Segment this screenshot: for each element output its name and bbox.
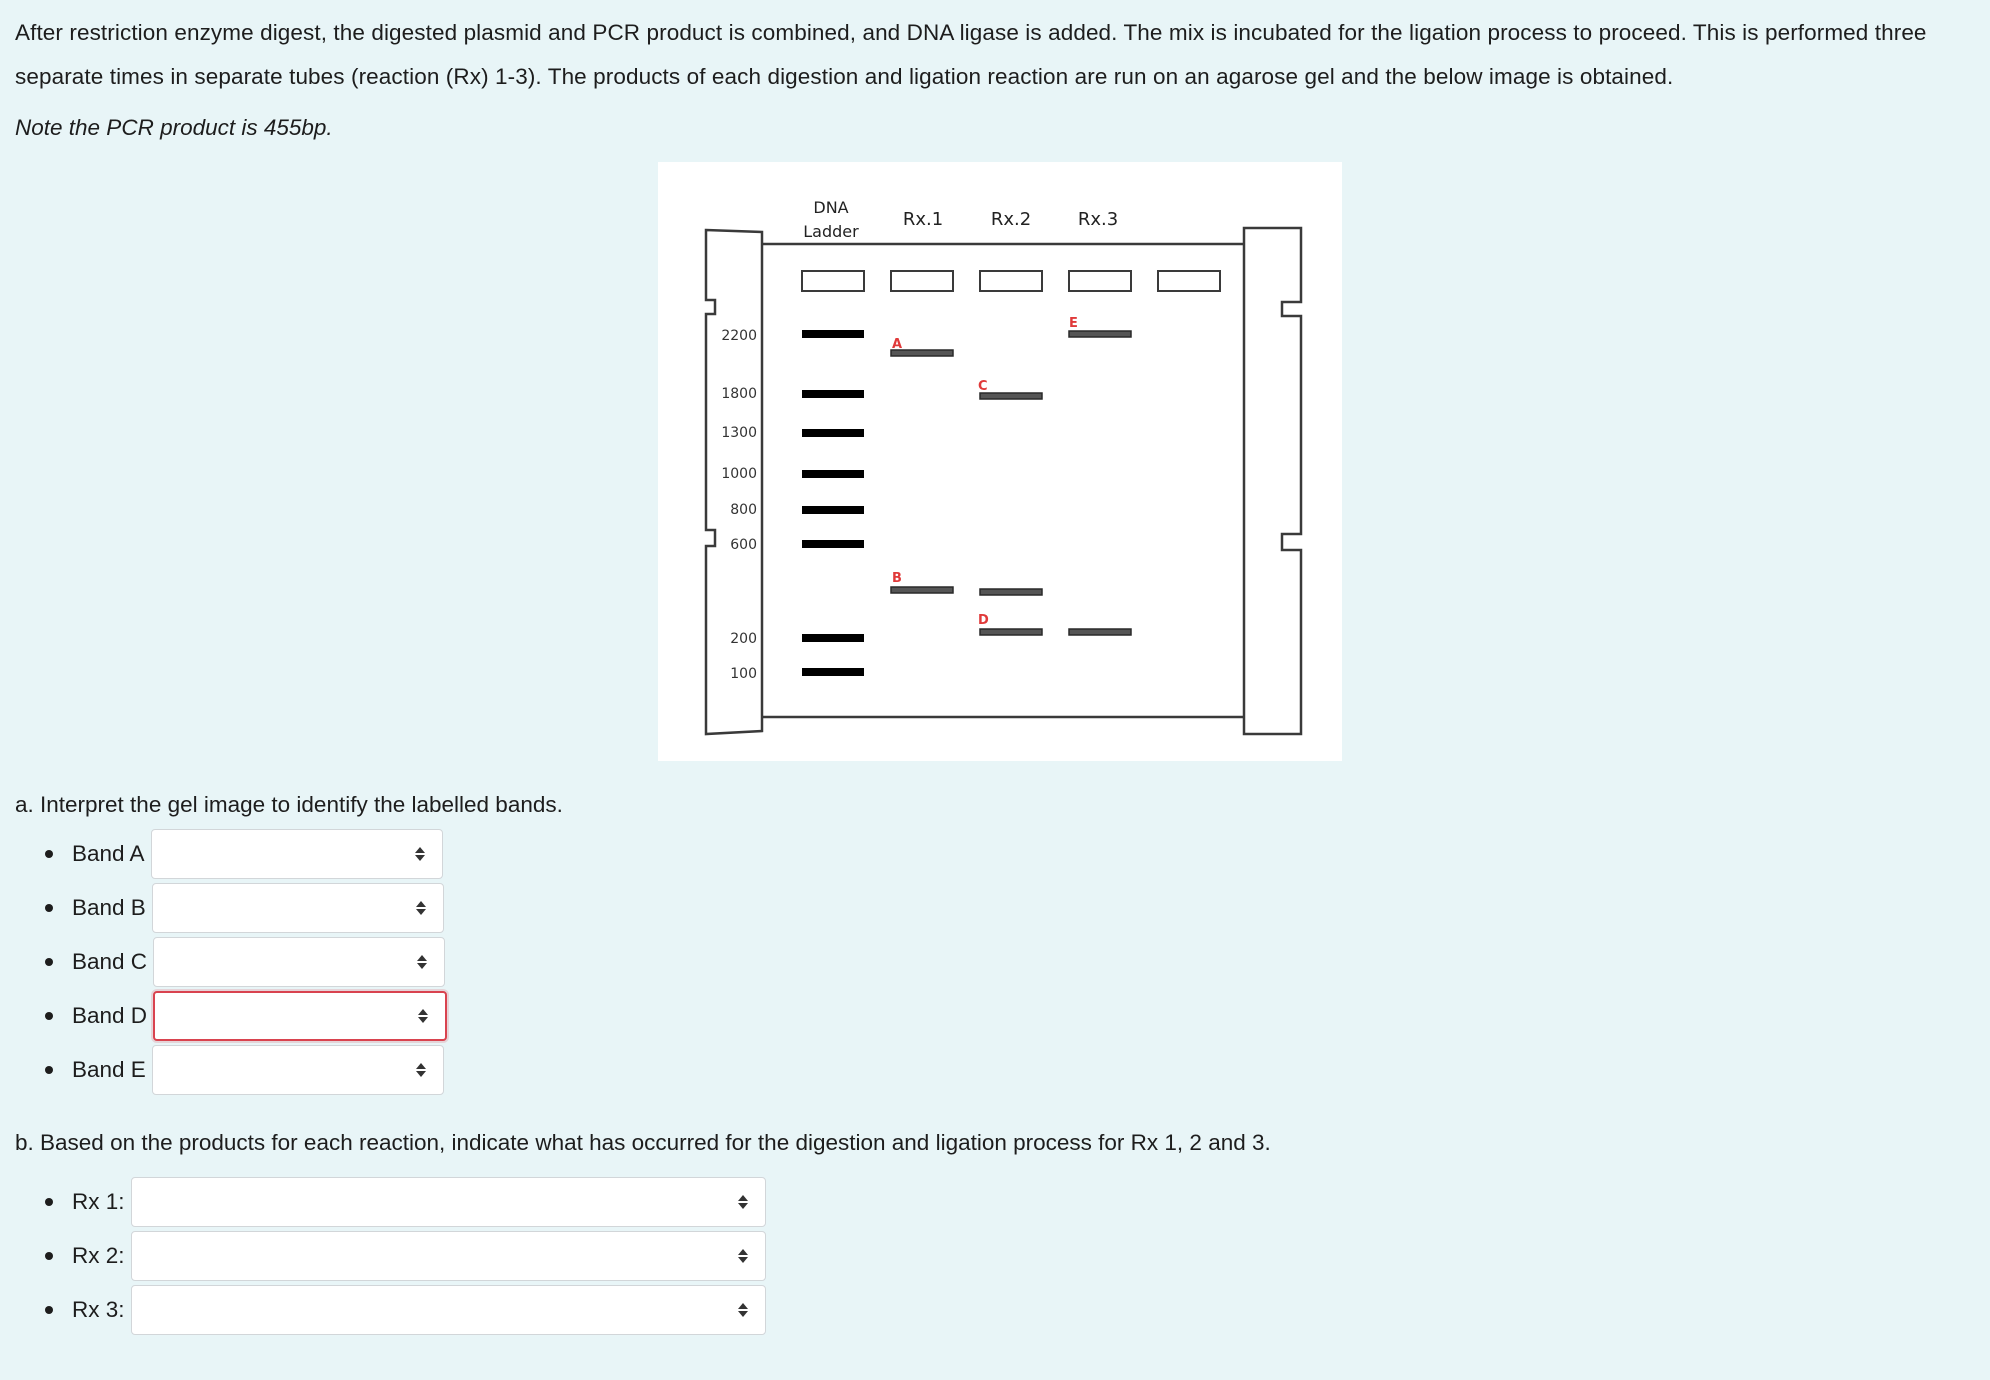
ladder-band-1800 (802, 390, 864, 398)
band-d-select[interactable] (153, 991, 447, 1041)
rx2-label: Rx 2: (72, 1243, 125, 1268)
intro-paragraph: After restriction enzyme digest, the digested plasmid and PCR product is combined, and DNA ligase is added. The mix is incubated for the ligation process to proceed. This is performed three separate times in separate tubes (reaction (Rx) 1-3). The products of each digestion and ligation reaction are run on an agarose gel and the below image is obtained. (15, 20, 1927, 89)
rx3-row (45, 1285, 766, 1335)
bullet-icon (45, 1012, 53, 1020)
header-ladder-line1: DNA (813, 198, 849, 217)
band-c-select[interactable] (153, 937, 445, 987)
ladder-size-800: 800 (730, 502, 757, 518)
rx3-select[interactable] (131, 1285, 766, 1335)
bullet-icon (45, 1252, 53, 1260)
ladder-size-1000: 1000 (721, 466, 757, 482)
up-down-caret-icon (416, 954, 428, 970)
header-ladder-line2: Ladder (803, 222, 859, 241)
question-b-prompt: b. Based on the products for each reaction, indicate what has occurred for the digestion and ligation process for Rx 1, 2 and 3. (15, 1130, 1271, 1155)
ladder-size-1800: 1800 (721, 386, 757, 402)
band-b-row (45, 883, 444, 933)
bullet-icon (45, 1198, 53, 1206)
intro-note: Note the PCR product is 455bp. (15, 115, 333, 140)
rx3-label: Rx 3: (72, 1297, 125, 1322)
band-a-label: Band A (72, 841, 145, 866)
question-a-prompt: a. Interpret the gel image to identify the labelled bands. (15, 792, 563, 817)
ladder-size-100: 100 (730, 666, 757, 682)
ladder-band-1000 (802, 470, 864, 478)
up-down-caret-icon (417, 1008, 429, 1024)
well-rx2 (980, 271, 1042, 291)
band-label-d: D (978, 613, 989, 628)
well-ladder (802, 271, 864, 291)
gel-outline (706, 228, 1301, 734)
ladder-size-2200: 2200 (721, 328, 757, 344)
bullet-icon (45, 958, 53, 966)
up-down-caret-icon (737, 1302, 749, 1318)
rx1-select[interactable] (131, 1177, 766, 1227)
ladder-size-600: 600 (730, 537, 757, 553)
band-label-c: C (978, 379, 988, 394)
band-rx3-lower (1069, 629, 1131, 635)
bullet-icon (45, 850, 53, 858)
rx2-select[interactable] (131, 1231, 766, 1281)
header-rx1: Rx.1 (902, 209, 944, 230)
band-d-label: Band D (72, 1003, 148, 1028)
gel-diagram (658, 162, 1342, 761)
band-b-label: Band B (72, 895, 146, 920)
ladder-size-200: 200 (730, 631, 757, 647)
bullet-icon (45, 904, 53, 912)
band-c-label: Band C (72, 949, 148, 974)
up-down-caret-icon (415, 1062, 427, 1078)
ladder-band-200 (802, 634, 864, 642)
band-a-select[interactable] (151, 829, 443, 879)
ladder-band-2200 (802, 330, 864, 338)
band-a-row (45, 829, 443, 879)
well-rx1 (891, 271, 953, 291)
band-d-row (45, 991, 447, 1041)
up-down-caret-icon (414, 846, 426, 862)
band-e-label: Band E (72, 1057, 146, 1082)
bullet-icon (45, 1066, 53, 1074)
header-rx2: Rx.2 (990, 209, 1032, 230)
ladder-size-1300: 1300 (721, 425, 757, 441)
up-down-caret-icon (737, 1194, 749, 1210)
band-label-a: A (892, 337, 903, 352)
rx2-row (45, 1231, 766, 1281)
well-rx3 (1069, 271, 1131, 291)
band-b (891, 587, 953, 593)
band-e-row (45, 1045, 444, 1095)
band-e (1069, 331, 1131, 337)
band-d (980, 629, 1042, 635)
ladder-band-800 (802, 506, 864, 514)
up-down-caret-icon (415, 900, 427, 916)
ladder-band-600 (802, 540, 864, 548)
gel-figure (658, 162, 1342, 761)
rx1-row (45, 1177, 766, 1227)
bullet-icon (45, 1306, 53, 1314)
band-rx2-unlabelled (980, 589, 1042, 595)
header-rx3: Rx.3 (1077, 209, 1119, 230)
band-c (980, 393, 1042, 399)
rx1-label: Rx 1: (72, 1189, 125, 1214)
band-label-e: E (1069, 316, 1078, 331)
ladder-band-1300 (802, 429, 864, 437)
up-down-caret-icon (737, 1248, 749, 1264)
band-e-select[interactable] (152, 1045, 444, 1095)
well-empty (1158, 271, 1220, 291)
ladder-band-100 (802, 668, 864, 676)
band-c-row (45, 937, 445, 987)
band-label-b: B (892, 571, 902, 586)
band-b-select[interactable] (152, 883, 444, 933)
